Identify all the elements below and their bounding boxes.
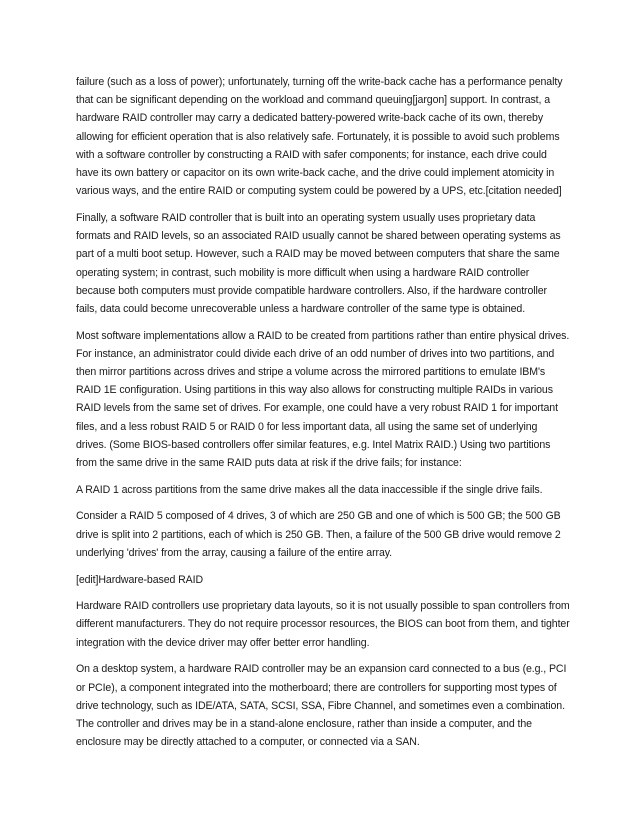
paragraph-software-raid-portability: Finally, a software RAID controller that is built into an operating system usually uses proprietary data formats and RAID levels, so an associated RAID usually cannot be shared between operating systems as part of a multi boot setup. However, such a RAID may be moved between computers that share the same operating system; in contrast, such mobility is more difficult when using a hardware RAID controller because both computers must provide compatible hardware controllers. Also, if the hardware controller fails, data could become unrecoverable unless a hardware controller of the same type is obtained.: [76, 211, 561, 315]
paragraph-partitions: Most software implementations allow a RAID to be created from partitions rather than entire physical drives. For instance, an administrator could divide each drive of an odd number of drives into two partitions, and then mirror partitions across drives and stripe a volume across the mirrored partitions to emulate IBM's RAID 1E configuration. Using partitions in this way also allows for constructing multiple RAIDs in various RAID levels from the same set of drives. For example, one could have a very robust RAID 1 for important files, and a less robust RAID 5 or RAID 0 for less important data, all using the same set of underlying drives. (Some BIOS-based controllers offer similar features, e.g. Intel Matrix RAID.) Using two partitions from the same drive in the same RAID puts data at risk if the drive fails; for instance:: [76, 329, 570, 470]
paragraph-desktop-hardware-raid: On a desktop system, a hardware RAID controller may be an expansion card connected to a bus (e.g., PCI or PCIe), a component integrated into the motherboard; there are controllers for supporting most types of drive technology, such as IDE/ATA, SATA, SCSI, SSA, Fibre Channel, and sometimes even a combination. The controller and drives may be in a stand-alone enclosure, rather than inside a computer, and the enclosure may be directly attached to a computer, or connected via a SAN.: [76, 663, 567, 749]
paragraph-raid1-example: A RAID 1 across partitions from the same drive makes all the data inaccessible if the single drive fails.: [76, 483, 543, 496]
paragraph-hardware-raid-controllers: Hardware RAID controllers use proprietary data layouts, so it is not usually possible to span controllers from different manufacturers. They do not require processor resources, the BIOS can boot from them, and tighter integration with the device driver may offer better error handling.: [76, 600, 570, 649]
document-body: [76, 73, 570, 760]
paragraph-raid5-example: Consider a RAID 5 composed of 4 drives, 3 of which are 250 GB and one of which is 500 GB; the 500 GB drive is split into 2 partitions, each of which is 250 GB. Then, a failure of the 500 GB drive would remove 2 underlying 'drives' from the array, causing a failure of the entire array.: [76, 510, 561, 559]
section-heading-hardware-raid: [edit]Hardware-based RAID: [76, 573, 204, 586]
paragraph-write-back-cache: failure (such as a loss of power); unfortunately, turning off the write-back cache has a performance penalty that can be significant depending on the workload and command queuing[jargon] support. In contrast, a hardware RAID controller may carry a dedicated battery-powered write-back cache of its own, thereby allowing for efficient operation that is also relatively safe. Fortunately, it is possible to avoid such problems with a software controller by constructing a RAID with safer components; for instance, each drive could have its own battery or capacitor on its own write-back cache, and the drive could implement atomicity in various ways, and the entire RAID or computing system could be powered by a UPS, etc.[citation needed]: [76, 76, 563, 198]
